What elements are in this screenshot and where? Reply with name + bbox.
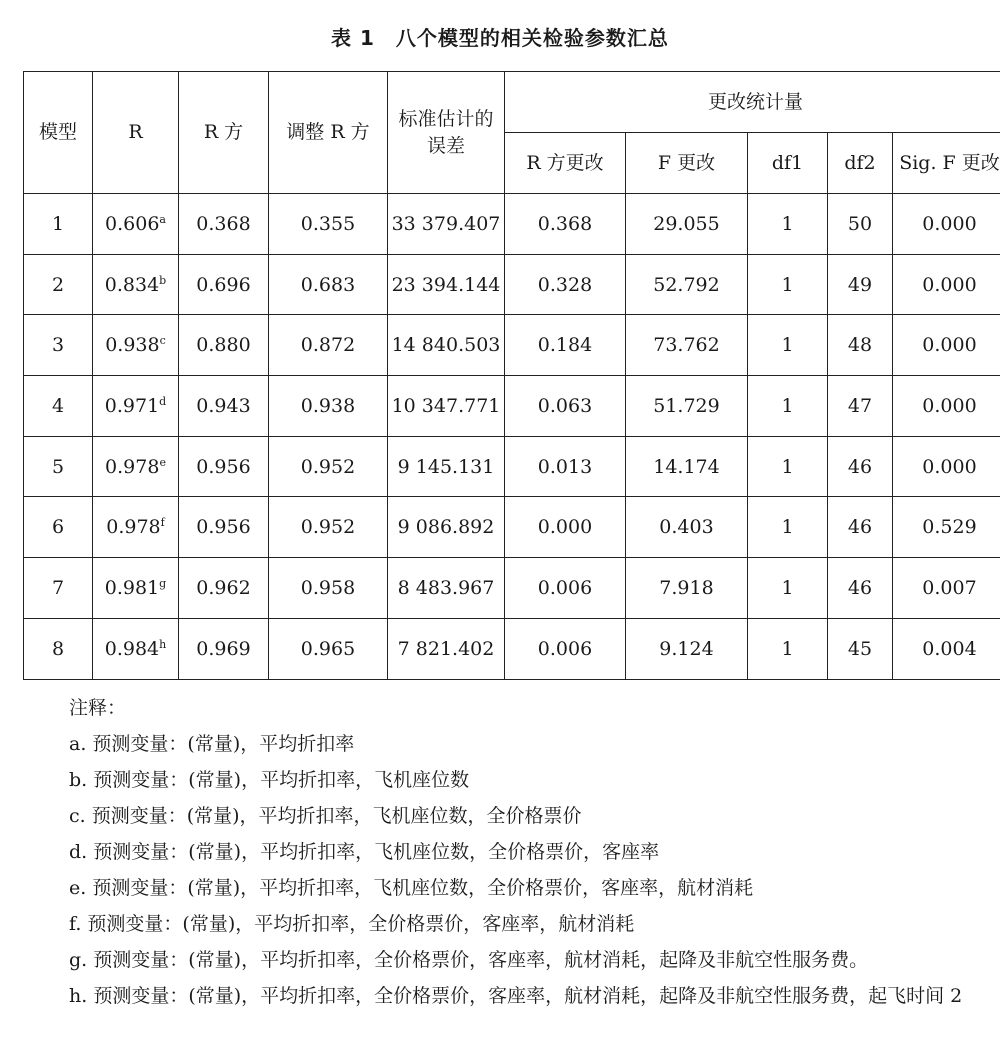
cell-r-value: 0.978: [105, 455, 160, 478]
cell-df2: 49: [828, 254, 893, 315]
cell-r-square: 0.368: [179, 194, 269, 255]
header-r-square: R 方: [179, 72, 269, 194]
cell-df2: 45: [828, 618, 893, 679]
cell-r-square-change: 0.368: [505, 194, 626, 255]
cell-model: 5: [24, 436, 93, 497]
cell-r: [93, 497, 179, 558]
cell-adjusted-r-square: 0.958: [269, 558, 388, 619]
cell-adjusted-r-square: 0.965: [269, 618, 388, 679]
cell-r-square-change: 0.063: [505, 376, 626, 437]
cell-df1: 1: [748, 436, 828, 497]
cell-f-change: 51.729: [626, 376, 748, 437]
cell-model: 4: [24, 376, 93, 437]
cell-df1: 1: [748, 497, 828, 558]
cell-df1: 1: [748, 558, 828, 619]
header-r: R: [93, 72, 179, 194]
cell-f-change: 52.792: [626, 254, 748, 315]
cell-r-footnote: c: [159, 334, 166, 348]
cell-sig-f-change: 0.004: [893, 618, 1000, 679]
note-item: f. 预测变量：(常量)，平均折扣率，全价格票价，客座率，航材消耗: [69, 913, 635, 935]
cell-df2: 46: [828, 436, 893, 497]
cell-r-square: 0.969: [179, 618, 269, 679]
table-row: [24, 436, 1000, 497]
cell-model: 8: [24, 618, 93, 679]
table-row: [24, 254, 1000, 315]
cell-r-value: 0.971: [104, 394, 160, 417]
cell-model: 2: [24, 254, 93, 315]
cell-r-footnote: h: [159, 637, 167, 651]
header-df1: df1: [748, 133, 828, 194]
cell-f-change: 9.124: [626, 618, 748, 679]
cell-f-change: 29.055: [626, 194, 748, 255]
cell-std-error: 10 347.771: [388, 376, 505, 437]
note-item: b. 预测变量：(常量)，平均折扣率，飞机座位数: [69, 769, 470, 791]
cell-r-footnote: g: [159, 576, 167, 590]
cell-model: 1: [24, 194, 93, 255]
regression-summary-table: [23, 71, 1000, 680]
cell-adjusted-r-square: 0.872: [269, 315, 388, 376]
cell-r-value: 0.981: [104, 576, 160, 599]
cell-f-change: 7.918: [626, 558, 748, 619]
cell-r: [93, 376, 179, 437]
cell-std-error: 33 379.407: [388, 194, 505, 255]
cell-adjusted-r-square: 0.355: [269, 194, 388, 255]
cell-r: [93, 558, 179, 619]
cell-r-value: 0.984: [104, 637, 160, 660]
note-item: g. 预测变量：(常量)，平均折扣率，全价格票价，客座率，航材消耗，起降及非航空性服务费。: [69, 949, 869, 971]
table-row: [24, 558, 1000, 619]
cell-f-change: 73.762: [626, 315, 748, 376]
cell-r-footnote: e: [159, 455, 166, 469]
table-row: [24, 315, 1000, 376]
cell-r: [93, 254, 179, 315]
cell-r: [93, 618, 179, 679]
table-row: [24, 194, 1000, 255]
cell-sig-f-change: 0.529: [893, 497, 1000, 558]
cell-r-square-change: 0.184: [505, 315, 626, 376]
header-std-error: [388, 72, 505, 194]
table-row: [24, 618, 1000, 679]
cell-r: [93, 436, 179, 497]
header-sig-f-change: Sig. F 更改: [893, 133, 1000, 194]
cell-adjusted-r-square: 0.683: [269, 254, 388, 315]
note-item: c. 预测变量：(常量)，平均折扣率，飞机座位数，全价格票价: [69, 805, 582, 827]
cell-r-square-change: 0.328: [505, 254, 626, 315]
cell-r-square: 0.696: [179, 254, 269, 315]
cell-r-square: 0.943: [179, 376, 269, 437]
table-row: [24, 376, 1000, 437]
header-adjusted-r-square: 调整 R 方: [269, 72, 388, 194]
cell-f-change: 14.174: [626, 436, 748, 497]
notes-heading: 注释：: [69, 697, 127, 719]
cell-df2: 46: [828, 497, 893, 558]
cell-r: [93, 194, 179, 255]
cell-r-square: 0.880: [179, 315, 269, 376]
cell-r-square: 0.962: [179, 558, 269, 619]
cell-df2: 48: [828, 315, 893, 376]
cell-r-footnote: d: [159, 394, 167, 408]
cell-std-error: 9 145.131: [388, 436, 505, 497]
cell-r-square-change: 0.006: [505, 618, 626, 679]
cell-r-footnote: f: [160, 516, 165, 530]
cell-r-square: 0.956: [179, 436, 269, 497]
table-notes: [23, 690, 986, 1014]
cell-model: 3: [24, 315, 93, 376]
cell-sig-f-change: 0.000: [893, 436, 1000, 497]
header-change-statistics: 更改统计量: [505, 72, 1000, 133]
cell-r-square-change: 0.000: [505, 497, 626, 558]
cell-sig-f-change: 0.000: [893, 376, 1000, 437]
cell-df1: 1: [748, 315, 828, 376]
cell-adjusted-r-square: 0.952: [269, 436, 388, 497]
cell-r-footnote: a: [159, 212, 166, 226]
header-df2: df2: [828, 133, 893, 194]
header-f-change: F 更改: [626, 133, 748, 194]
cell-sig-f-change: 0.007: [893, 558, 1000, 619]
cell-model: 7: [24, 558, 93, 619]
cell-df1: 1: [748, 254, 828, 315]
cell-sig-f-change: 0.000: [893, 254, 1000, 315]
header-std-error-label: 标准估计的误差: [398, 107, 494, 157]
cell-sig-f-change: 0.000: [893, 194, 1000, 255]
cell-std-error: 23 394.144: [388, 254, 505, 315]
note-item: a. 预测变量：(常量)，平均折扣率: [69, 733, 355, 755]
header-model: 模型: [24, 72, 93, 194]
cell-f-change: 0.403: [626, 497, 748, 558]
table-row: [24, 497, 1000, 558]
cell-r-square-change: 0.013: [505, 436, 626, 497]
cell-df2: 46: [828, 558, 893, 619]
cell-adjusted-r-square: 0.938: [269, 376, 388, 437]
cell-sig-f-change: 0.000: [893, 315, 1000, 376]
cell-r-square-change: 0.006: [505, 558, 626, 619]
header-r-square-change: R 方更改: [505, 133, 626, 194]
cell-df2: 47: [828, 376, 893, 437]
cell-df2: 50: [828, 194, 893, 255]
cell-std-error: 14 840.503: [388, 315, 505, 376]
note-item: h. 预测变量：(常量)，平均折扣率，全价格票价，客座率，航材消耗，起降及非航空性服务费，起飞时间 2: [69, 985, 963, 1007]
cell-r-square: 0.956: [179, 497, 269, 558]
cell-df1: 1: [748, 376, 828, 437]
cell-df1: 1: [748, 194, 828, 255]
cell-model: 6: [24, 497, 93, 558]
cell-r-value: 0.978: [106, 516, 161, 539]
cell-std-error: 7 821.402: [388, 618, 505, 679]
cell-r-value: 0.938: [105, 334, 160, 357]
note-item: e. 预测变量：(常量)，平均折扣率，飞机座位数，全价格票价，客座率，航材消耗: [69, 877, 754, 899]
table-title: 表 1 八个模型的相关检验参数汇总: [331, 26, 669, 50]
cell-r: [93, 315, 179, 376]
cell-std-error: 9 086.892: [388, 497, 505, 558]
note-item: d. 预测变量：(常量)，平均折扣率，飞机座位数，全价格票价，客座率: [69, 841, 660, 863]
cell-r-value: 0.834: [104, 273, 160, 296]
cell-r-footnote: b: [159, 273, 167, 287]
cell-std-error: 8 483.967: [388, 558, 505, 619]
cell-r-value: 0.606: [105, 212, 160, 235]
cell-df1: 1: [748, 618, 828, 679]
cell-adjusted-r-square: 0.952: [269, 497, 388, 558]
